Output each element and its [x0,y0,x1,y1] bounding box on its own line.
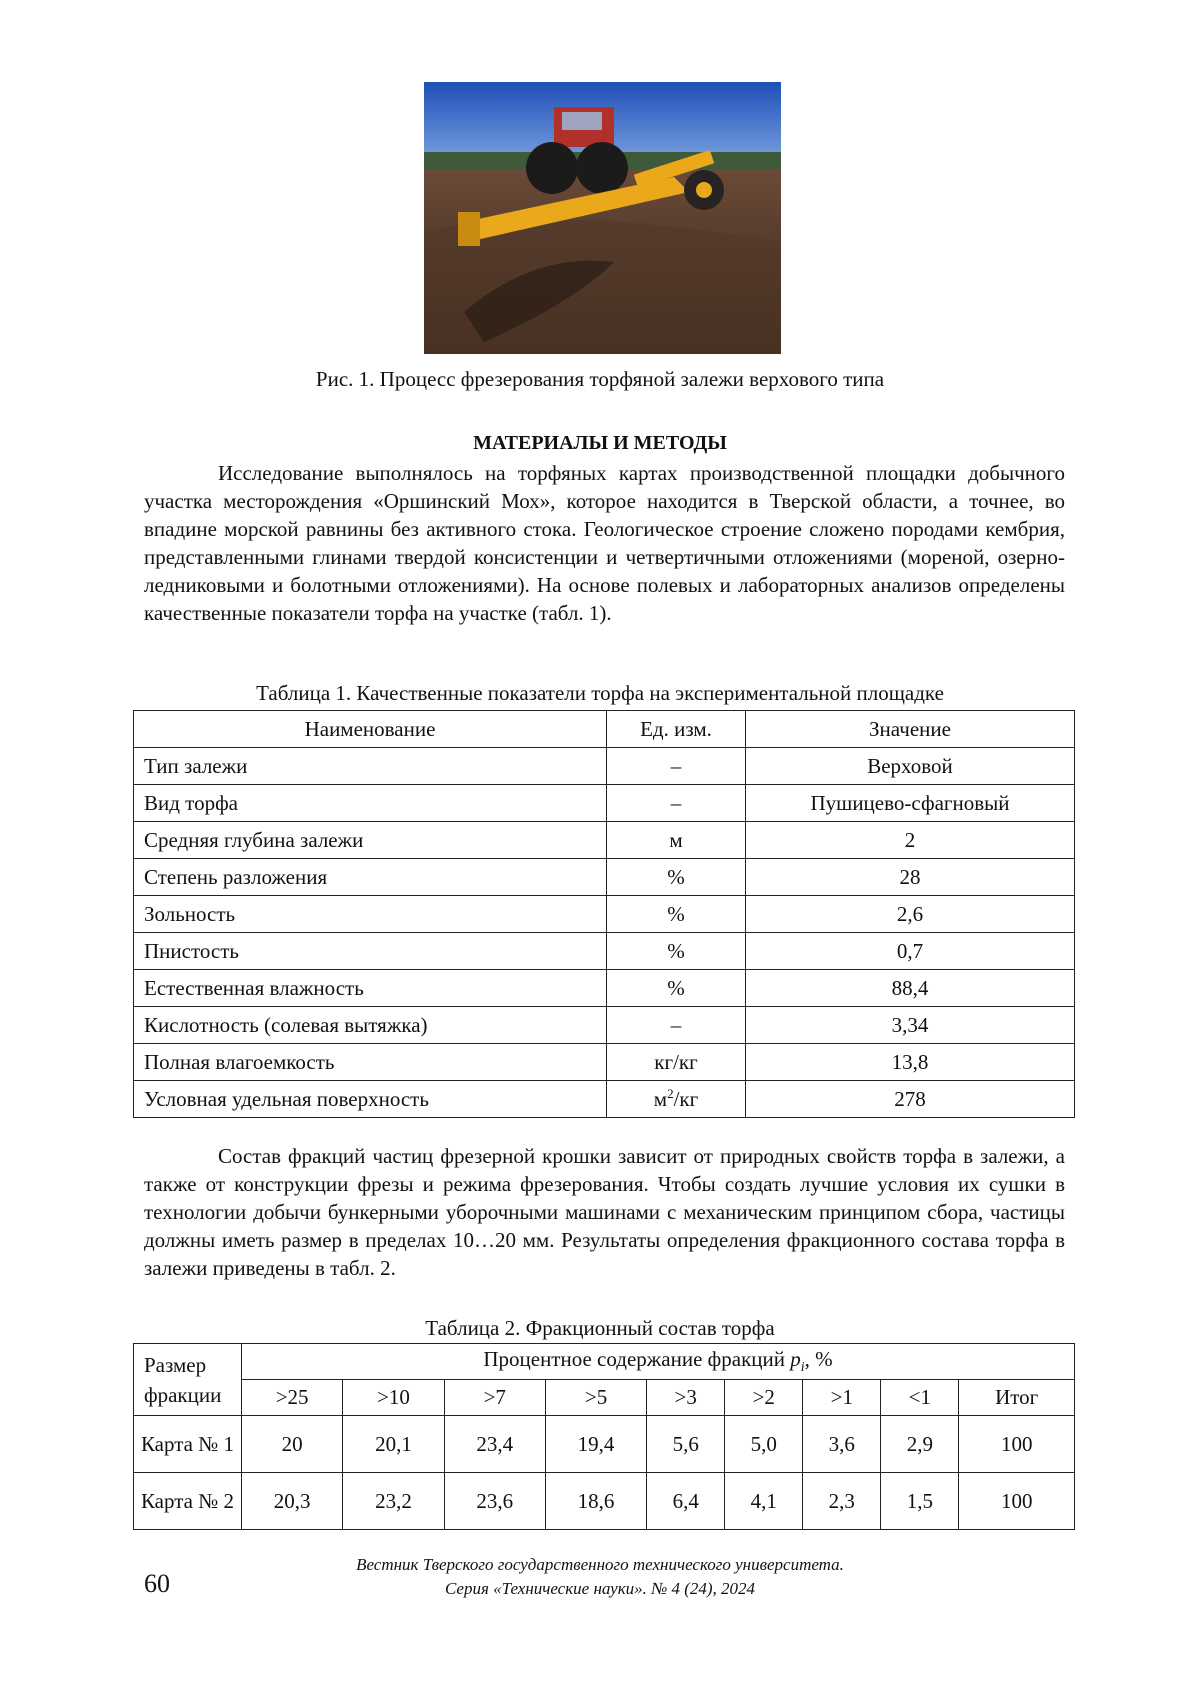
col-header: >1 [803,1380,881,1416]
cell-name: Средняя глубина залежи [134,822,607,859]
col-header: Итог [959,1380,1075,1416]
row-label: Карта № 1 [134,1416,242,1473]
section-title: МАТЕРИАЛЫ И МЕТОДЫ [473,432,727,454]
cell-unit: % [607,933,746,970]
cell-value: 5,0 [725,1416,803,1473]
cell-name: Условная удельная поверхность [134,1081,607,1118]
table-row [134,1007,1075,1044]
cell-value: 23,6 [444,1473,545,1530]
table-row [134,859,1075,896]
cell-value: 1,5 [881,1473,959,1530]
header-unit: Ед. изм. [607,711,746,748]
cell-unit: – [607,1007,746,1044]
cell-unit: – [607,785,746,822]
cell-value: 28 [746,859,1075,896]
table-row [134,1473,1075,1530]
page-number: 60 [144,1569,170,1598]
col-header: >2 [725,1380,803,1416]
paragraph-methods: Исследование выполнялось на торфяных картах производственной площадки добычного участка месторождения «Оршинский Мох», которое находится в Тверской области, а точнее, во впадине морской равнины без активного стока. Геологическое строение сложено породами кембрия, представленными глинами твердой консистенции и четвертичными отложениями (мореной, озерно-ледниковыми и болотными отложениями). На основе полевых и лабораторных анализов определены качественные показатели торфа на участке (табл. 1). [144,461,1065,625]
cell-value: 2 [746,822,1075,859]
table-row [134,970,1075,1007]
cell-name: Пнистость [134,933,607,970]
cell-unit: м [607,822,746,859]
footer-line2: Серия «Технические науки». № 4 (24), 2024 [444,1579,756,1598]
table-fraction-composition [133,1343,1075,1530]
table-row [134,1416,1075,1473]
cell-unit: – [607,748,746,785]
cell-value: 3,6 [803,1416,881,1473]
table-row [134,822,1075,859]
figure-photo-peat-milling [424,82,781,354]
col-header: <1 [881,1380,959,1416]
cell-value: 88,4 [746,970,1075,1007]
cell-value: 2,9 [881,1416,959,1473]
table-header-row [134,1344,1075,1380]
unit-base: м [653,1087,668,1111]
table-row [134,748,1075,785]
figure-caption: Рис. 1. Процесс фрезерования торфяной залежи верхового типа [315,367,885,391]
table-peat-quality [133,710,1075,1118]
col-header: >10 [343,1380,444,1416]
cell-value: 2,6 [746,896,1075,933]
cell-unit: % [607,896,746,933]
cell-value: 2,3 [803,1473,881,1530]
group-header [242,1344,1075,1380]
cell-name: Тип залежи [134,748,607,785]
cell-unit: % [607,859,746,896]
header-value: Значение [746,711,1075,748]
group-header-text: Процентное содержание фракций [483,1346,791,1371]
cell-value: 5,6 [647,1416,725,1473]
paragraph-fractions: Состав фракций частиц фрезерной крошки зависит от природных свойств торфа в залежи, а также от конструкции фрезы и режима фрезерования. Чтобы создать лучшие условия их сушки в технологии добычи бункерными уборочными машинами с механическим принципом сбора, частицы должны иметь размер в пределах 10…20 мм. Результаты определения фракционного состава торфа в залежи приведены в табл. 2. [144,1144,1065,1280]
table-row [134,785,1075,822]
group-header-var: p [790,1346,801,1371]
col-header: >7 [444,1380,545,1416]
row-label: Карта № 2 [134,1473,242,1530]
col-header: >25 [242,1380,343,1416]
cell-value: 0,7 [746,933,1075,970]
cell-value: 4,1 [725,1473,803,1530]
cell-value: Верховой [746,748,1075,785]
rowhead-fraction-size: Размер фракции [134,1344,242,1416]
cell-value: 23,4 [444,1416,545,1473]
cell-value: 3,34 [746,1007,1075,1044]
cell-name: Степень разложения [134,859,607,896]
col-header: >5 [545,1380,646,1416]
cell-value: 20,1 [343,1416,444,1473]
cell-value: 20,3 [242,1473,343,1530]
group-header-suffix: , % [804,1346,833,1371]
table-row [134,1044,1075,1081]
table-row [134,933,1075,970]
cell-name: Вид торфа [134,785,607,822]
cell-name: Зольность [134,896,607,933]
table2-caption: Таблица 2. Фракционный состав торфа [425,1316,775,1340]
cell-value: 6,4 [647,1473,725,1530]
cell-name: Кислотность (солевая вытяжка) [134,1007,607,1044]
cell-value: 13,8 [746,1044,1075,1081]
tractor-milling-illustration [424,82,781,354]
cell-unit: % [607,970,746,1007]
cell-value: 100 [959,1473,1075,1530]
footer-line1: Вестник Тверского государственного технического университета. [356,1555,844,1574]
unit-exponent: 2 [667,1086,674,1101]
cell-value: 20 [242,1416,343,1473]
table-row [134,1081,1075,1118]
cell-unit: кг/кг [607,1044,746,1081]
cell-unit [607,1081,746,1118]
cell-value: Пушицево-сфагновый [746,785,1075,822]
cell-value: 23,2 [343,1473,444,1530]
cell-name: Полная влагоемкость [134,1044,607,1081]
table-header-row [134,1380,1075,1416]
table1-caption: Таблица 1. Качественные показатели торфа на экспериментальной площадке [256,681,944,705]
unit-tail: /кг [673,1087,699,1111]
cell-value: 19,4 [545,1416,646,1473]
cell-value: 18,6 [545,1473,646,1530]
table-row [134,896,1075,933]
col-header: >3 [647,1380,725,1416]
journal-footer [0,1553,1200,1601]
header-name: Наименование [134,711,607,748]
group-header-sub: i [800,1360,805,1376]
cell-value: 278 [746,1081,1075,1118]
cell-name: Естественная влажность [134,970,607,1007]
table-header-row [134,711,1075,748]
cell-value: 100 [959,1416,1075,1473]
